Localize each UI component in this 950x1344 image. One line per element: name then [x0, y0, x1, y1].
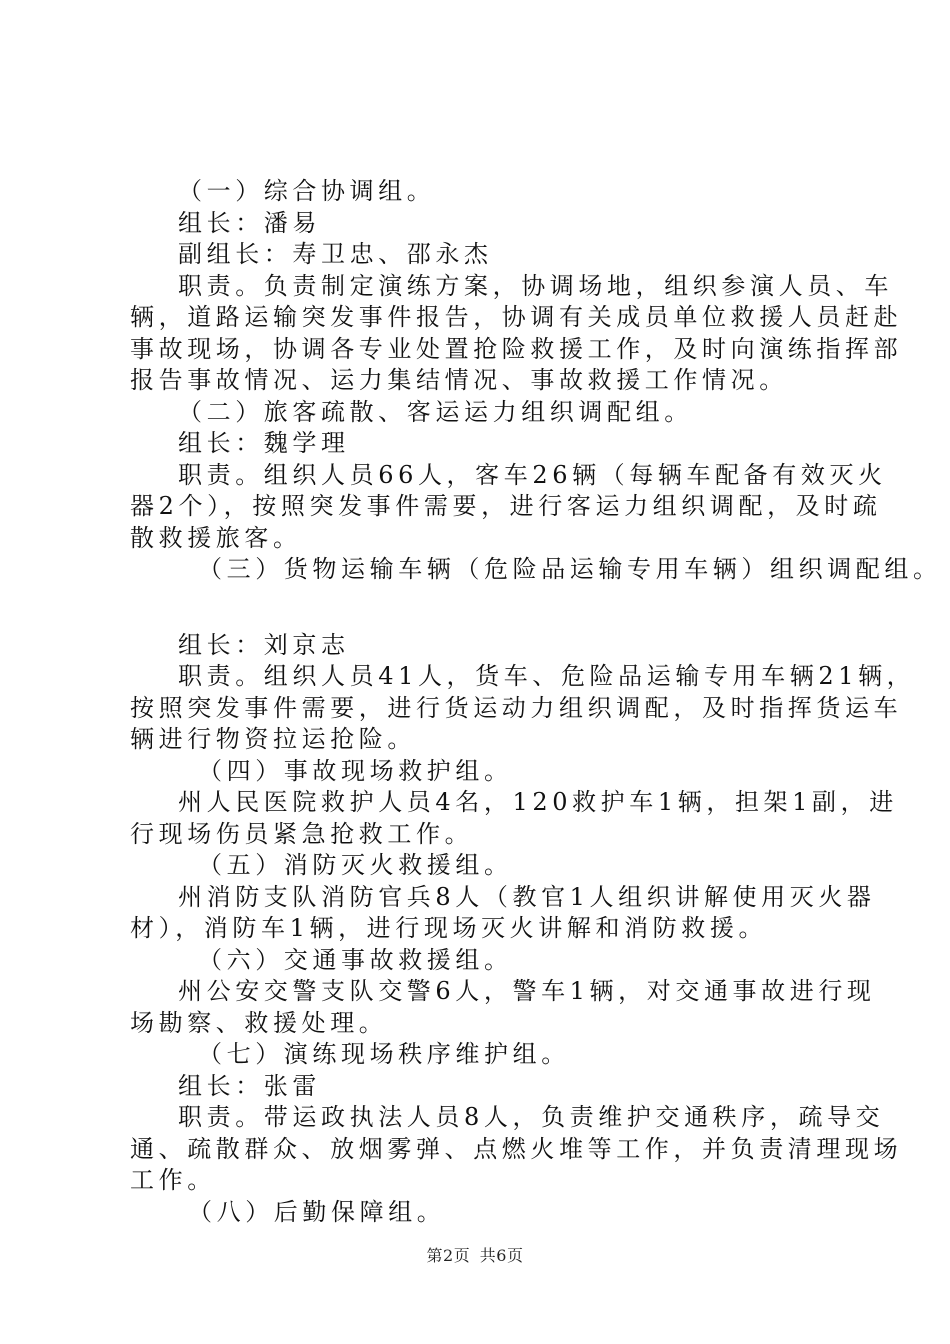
duty-paragraph-line: 按照突发事件需要，进行货运动力组织调配，及时指挥货运车	[130, 693, 903, 722]
deputy-leader-1: 副组长：寿卫忠、邵永杰	[178, 240, 493, 268]
page-footer	[0, 1243, 950, 1266]
group-leader-7: 组长：张雷	[178, 1071, 321, 1100]
page-total: 共6页	[479, 1246, 524, 1265]
group-leader-2: 组长：魏学理	[178, 429, 350, 457]
group-leader-1: 组长：潘易	[178, 208, 321, 237]
section-heading-6: （六）交通事故救援组。	[198, 945, 513, 974]
document-body	[130, 176, 942, 1228]
section-heading-1: （一）综合协调组。	[178, 177, 436, 205]
duty-paragraph-line: 散救援旅客。	[130, 523, 302, 552]
duty-paragraph-line: 州消防支队消防官兵8人（教官1人组织讲解使用灭火器	[178, 882, 876, 911]
duty-paragraph-line: 工作。	[130, 1166, 216, 1194]
duty-paragraph-line: 职责。带运政执法人员8人，负责维护交通秩序，疏导交	[178, 1103, 885, 1131]
duty-paragraph-line: 州公安交警支队交警6人，警车1辆，对交通事故进行现	[178, 977, 876, 1005]
duty-paragraph-line: 职责。组织人员66人，客车26辆（每辆车配备有效灭火	[178, 460, 887, 489]
duty-paragraph-line: 行现场伤员紧急抢救工作。	[130, 819, 474, 848]
duty-paragraph-line: 辆，道路运输突发事件报告，协调有关成员单位救援人员赶赴	[130, 303, 903, 331]
duty-paragraph-line: 器2个），按照突发事件需要，进行客运力组织调配，及时疏	[130, 492, 882, 520]
duty-paragraph-line: 州人民医院救护人员4名，120救护车1辆，担架1副，进	[178, 788, 898, 816]
section-heading-3: （三）货物运输车辆（危险品运输专用车辆）组织调配组。	[198, 555, 942, 583]
section-heading-5: （五）消防灭火救援组。	[198, 851, 513, 879]
duty-paragraph-line: 通、疏散群众、放烟雾弹、点燃火堆等工作，并负责清理现场	[130, 1134, 903, 1163]
section-heading-4: （四）事故现场救护组。	[198, 756, 513, 785]
duty-paragraph-line: 辆进行物资拉运抢险。	[130, 725, 416, 753]
section-heading-8: （八）后勤保障组。	[188, 1197, 446, 1226]
duty-paragraph-line: 报告事故情况、运力集结情况、事故救援工作情况。	[130, 366, 788, 394]
duty-paragraph-line: 职责。负责制定演练方案，协调场地，组织参演人员、车	[178, 271, 893, 300]
group-leader-3: 组长：刘京志	[178, 630, 350, 659]
duty-paragraph-line: 场勘察、救援处理。	[130, 1008, 388, 1037]
duty-paragraph-line: 事故现场，协调各专业处置抢险救援工作，及时向演练指挥部	[130, 334, 903, 363]
page-number: 第2页	[426, 1246, 471, 1265]
duty-paragraph-line: 材），消防车1辆，进行现场灭火讲解和消防救援。	[130, 914, 768, 942]
duty-paragraph-line: 职责。组织人员41人，货车、危险品运输专用车辆21辆，	[178, 662, 916, 690]
section-heading-7: （七）演练现场秩序维护组。	[198, 1040, 570, 1068]
section-heading-2: （二）旅客疏散、客运运力组织调配组。	[178, 397, 693, 426]
paragraph-gap	[130, 586, 840, 630]
